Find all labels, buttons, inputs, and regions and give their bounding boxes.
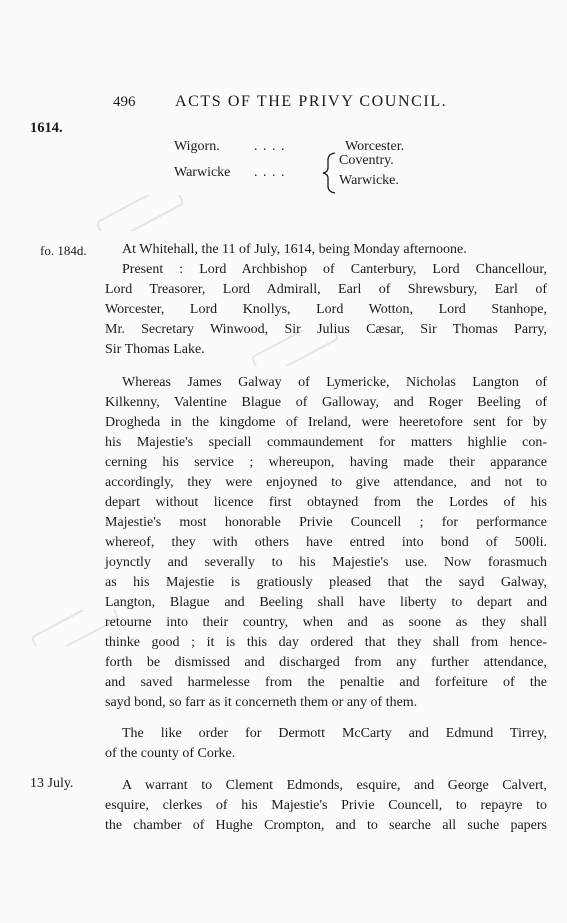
p4-line: A warrant to Clement Edmonds, esquire, and George Calvert, xyxy=(122,778,547,793)
library-stamp-icon xyxy=(95,195,185,231)
p1-line: Worcester, Lord Knollys, Lord Wotton, Lord Stanhope, xyxy=(105,302,547,317)
p1-line: Present : Lord Archbishop of Canterbury, Lord Chancellour, xyxy=(122,262,547,277)
list-right-2b: Warwicke. xyxy=(339,173,399,188)
margin-year: 1614. xyxy=(30,120,63,136)
running-title: ACTS OF THE PRIVY COUNCIL. xyxy=(175,93,448,110)
p2-line: and saved harmelesse from the penaltie and forfeiture of the xyxy=(105,675,547,690)
p2-line: as his Majestie is gratiously pleased that the sayd Galway, xyxy=(105,575,547,590)
list-dots-1: . . . . xyxy=(254,139,286,154)
p2-line: sayd bond, so farr as it concerneth them or any of them. xyxy=(105,695,418,710)
p2-line: retourne into their country, when and as soone as they shall xyxy=(105,615,547,630)
p2-line: his Majestie's speciall commaundement for matters highlie con- xyxy=(105,435,547,450)
list-dots-2: . . . . xyxy=(254,165,286,180)
list-left-2: Warwicke xyxy=(174,165,231,180)
p2-line: cerning his service ; whereupon, having made their apparance xyxy=(105,455,547,470)
list-right-2a: Coventry. xyxy=(339,153,394,168)
p2-line: Majestie's most honorable Privie Councell ; for performance xyxy=(105,515,547,530)
folio-note: fo. 184d. xyxy=(40,243,87,258)
p2-line: Drogheda in the kingdome of Ireland, were heeretofore sent for by xyxy=(105,415,547,430)
p2-line: forth be dismissed and discharged from any further attendance, xyxy=(105,655,547,670)
brace-icon xyxy=(320,152,338,194)
p3-line: of the county of Corke. xyxy=(105,746,236,761)
p1-line: Lord Treasorer, Lord Admirall, Earl of Shrewsbury, Earl of xyxy=(105,282,547,297)
p1-line: Mr. Secretary Winwood, Sir Julius Cæsar, Sir Thomas Parry, xyxy=(105,322,547,337)
p2-line: joynctly and severally to his Majestie's use. Now forasmuch xyxy=(105,555,547,570)
list-right-1: Worcester. xyxy=(345,139,405,154)
p4-line: the chamber of Hughe Crompton, and to searche all suche papers xyxy=(105,818,547,833)
p2-line: Whereas James Galway of Lymericke, Nicholas Langton of xyxy=(122,375,547,390)
p2-line: Langton, Blague and Beeling shall have liberty to depart and xyxy=(105,595,547,610)
page-number: 496 xyxy=(113,94,136,110)
p3-line: The like order for Dermott McCarty and Edmund Tirrey, xyxy=(122,726,547,741)
date-note: 13 July. xyxy=(30,776,74,791)
p2-line: whereof, they with others have entred into bond of 500li. xyxy=(105,535,547,550)
p2-line: depart without licence first obtayned from the Lordes of his xyxy=(105,495,547,510)
p2-line: Kilkenny, Valentine Blague of Galloway, and Roger Beeling of xyxy=(105,395,547,410)
p1-line: At Whitehall, the 11 of July, 1614, being Monday afternoone. xyxy=(122,242,467,257)
p1-line: Sir Thomas Lake. xyxy=(105,342,205,357)
p4-line: esquire, clerkes of his Majestie's Privie Councell, to repayre to xyxy=(105,798,547,813)
list-left-1: Wigorn. xyxy=(174,139,220,154)
p2-line: accordingly, they were enjoyned to give attendance, and not to xyxy=(105,475,547,490)
p2-line: thinke good ; it is this day ordered that they shall from hence- xyxy=(105,635,547,650)
